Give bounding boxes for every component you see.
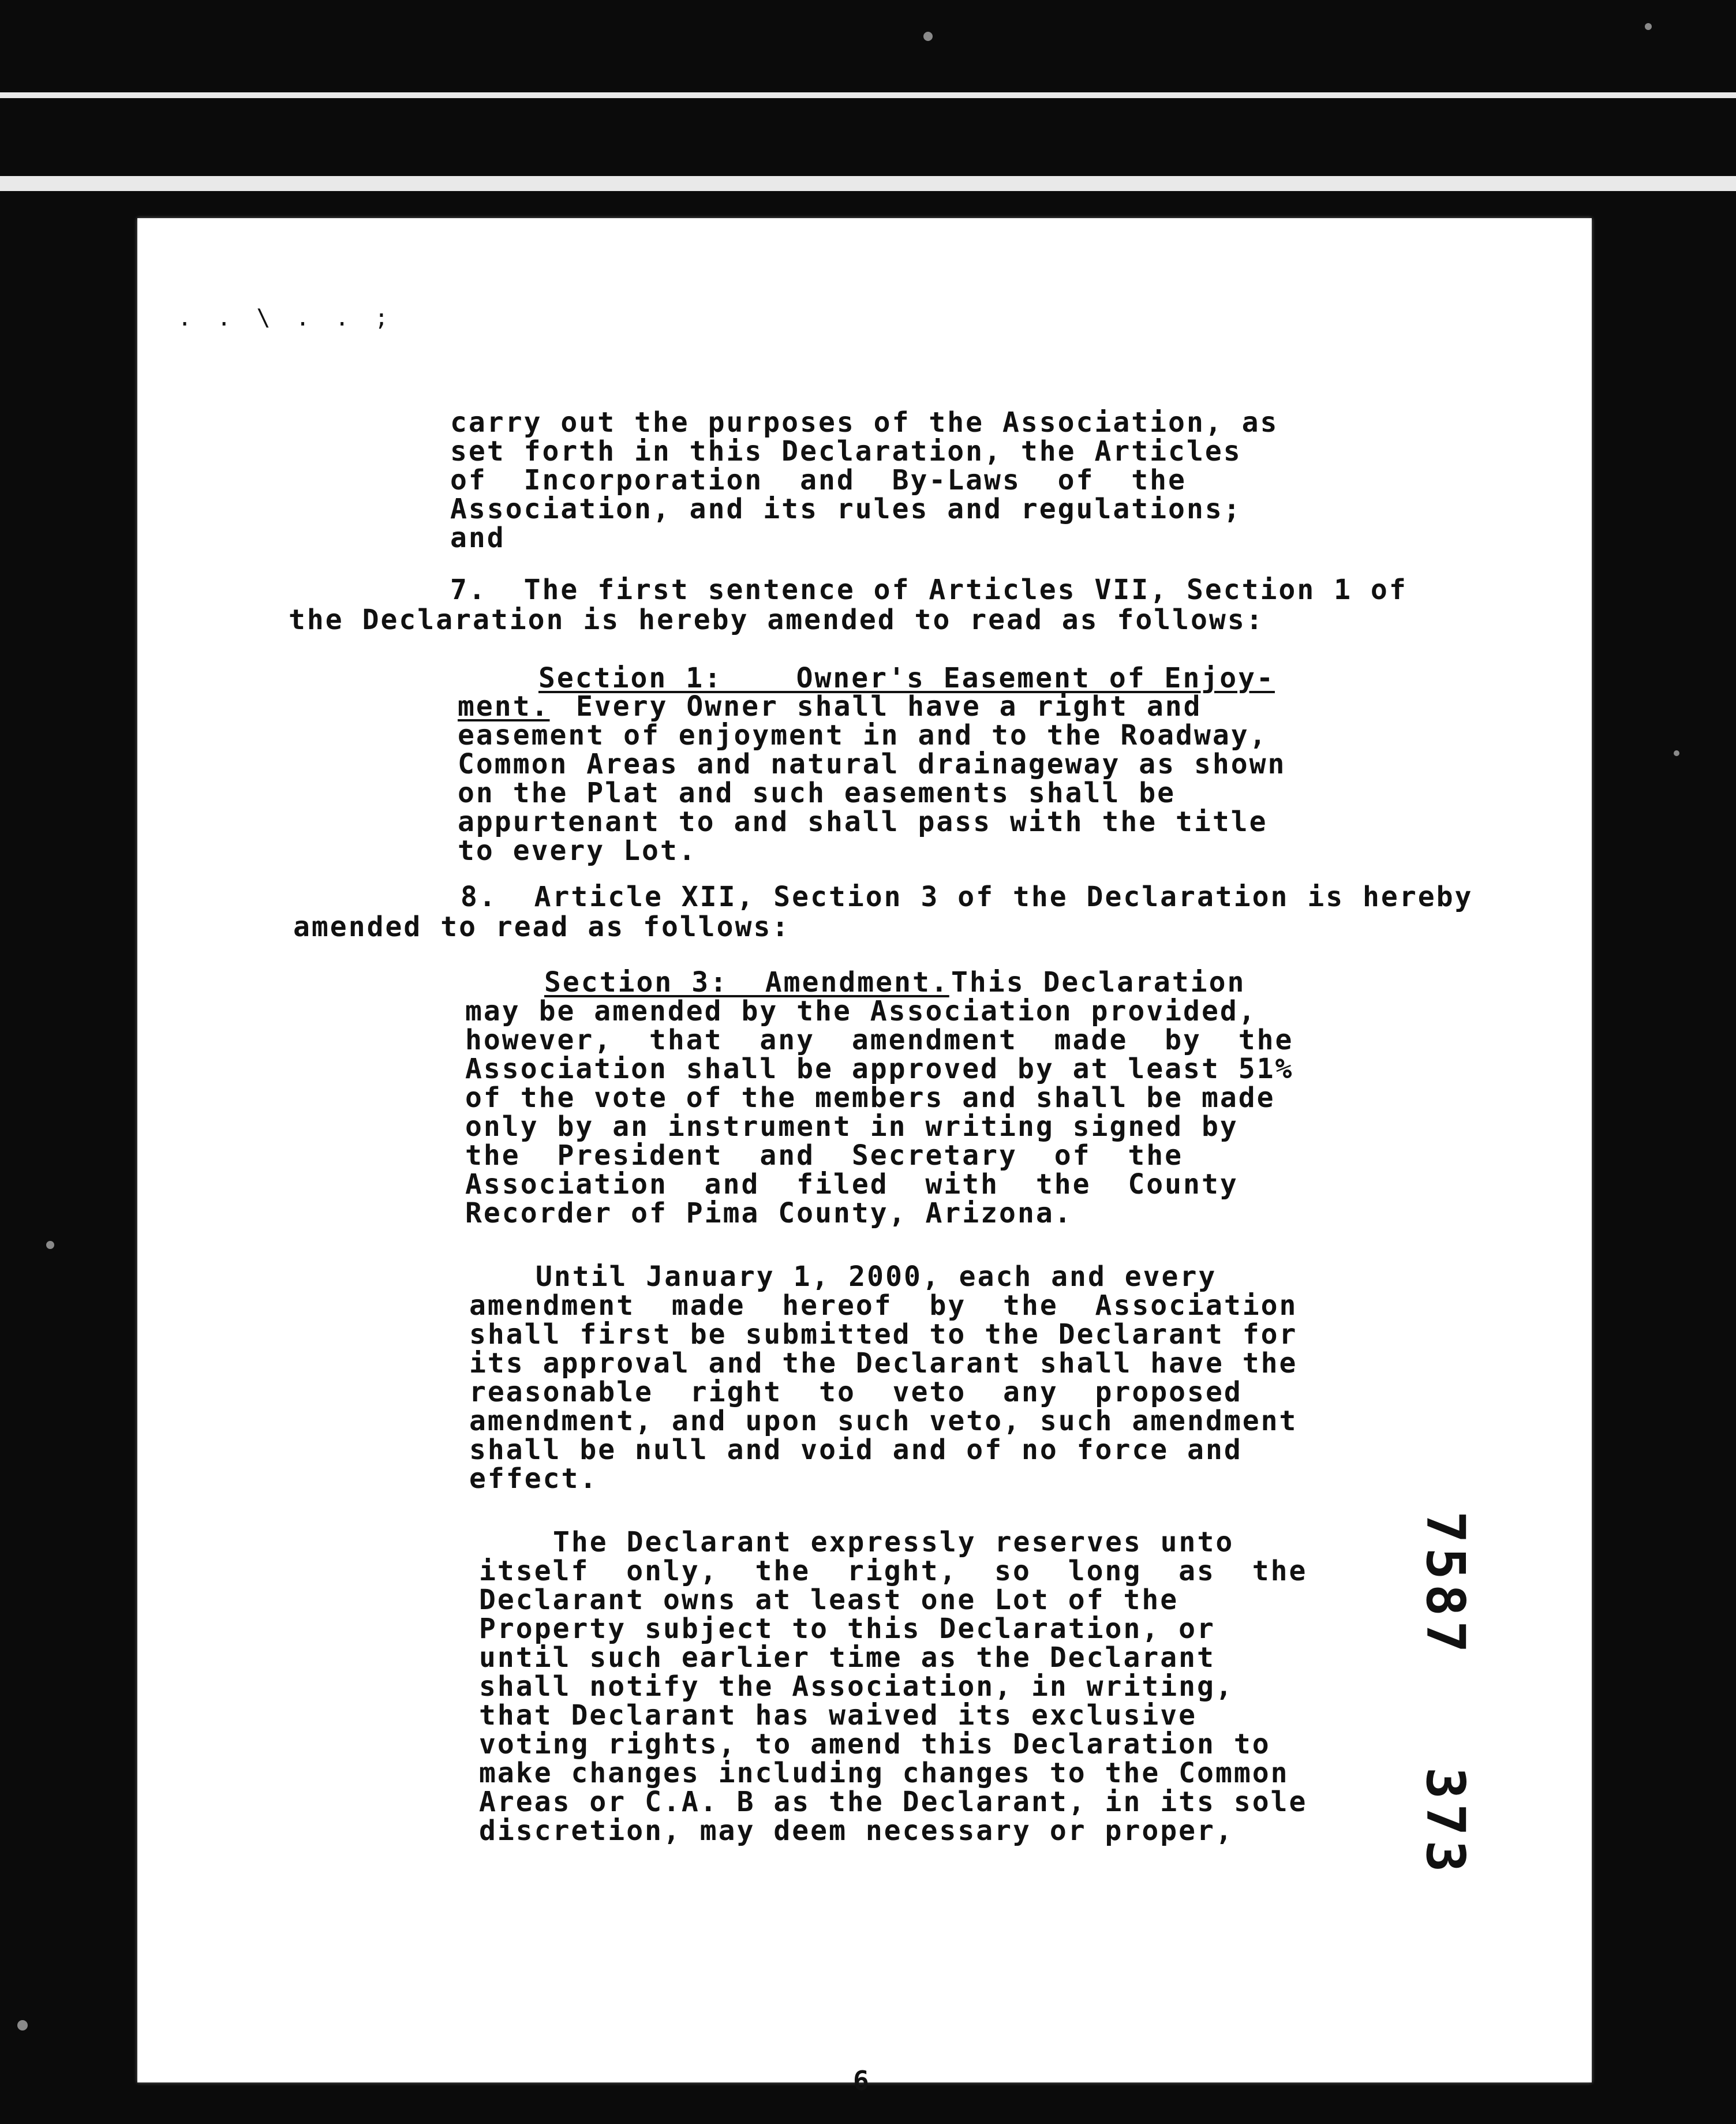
section-1-line: appurtenant to and shall pass with the title (458, 806, 1268, 838)
until-line: shall be null and void and of no force and (469, 1434, 1243, 1466)
scan-speck (923, 32, 933, 41)
top-marks: . . \ . . ; (178, 305, 394, 331)
page-number: 6 (853, 2065, 869, 2096)
item-7-intro: 7. The first sentence of Articles VII, Section 1 of (450, 574, 1408, 606)
paragraph-line: and (450, 522, 506, 554)
section-1-line: on the Plat and such easements shall be (458, 777, 1176, 809)
section-1-line: to every Lot. (458, 835, 697, 867)
scan-band-top (0, 92, 1736, 98)
item-7-intro-cont: the Declaration is hereby amended to read as follows: (289, 604, 1264, 636)
until-line: effect. (469, 1463, 598, 1495)
section-3-line: of the vote of the members and shall be made (465, 1082, 1275, 1114)
section-3-line: however, that any amendment made by the (465, 1024, 1294, 1056)
section-1-heading: Section 1: Owner's Easement of Enjoy- (538, 662, 1275, 694)
item-8-intro: 8. Article XII, Section 3 of the Declaration is hereby (461, 881, 1473, 913)
section-3-heading: Section 3: Amendment. (544, 966, 949, 999)
document-page (137, 218, 1592, 2096)
until-line: amendment made hereof by the Association (469, 1289, 1298, 1322)
section-3-line: only by an instrument in writing signed by (465, 1110, 1239, 1143)
section-3-line: Association and filed with the County (465, 1168, 1239, 1201)
section-1-line: Every Owner shall have a right and (576, 690, 1202, 723)
declarant-line: shall notify the Association, in writing, (479, 1670, 1234, 1703)
section-3-line: may be amended by the Association provided, (465, 995, 1257, 1027)
paragraph-line: Association, and its rules and regulations; (450, 493, 1242, 525)
declarant-line: voting rights, to amend this Declaration to (479, 1728, 1271, 1760)
declarant-line: until such earlier time as the Declarant (479, 1641, 1215, 1674)
until-line: its approval and the Declarant shall have the (469, 1347, 1298, 1379)
paragraph-line: carry out the purposes of the Association, as (450, 406, 1279, 439)
scan-speck (1645, 23, 1652, 30)
declarant-line: Areas or C.A. B as the Declarant, in its sole (479, 1786, 1308, 1818)
declarant-line: discretion, may deem necessary or proper, (479, 1815, 1234, 1847)
declarant-line: itself only, the right, so long as the (479, 1555, 1308, 1587)
until-line: reasonable right to veto any proposed (469, 1376, 1243, 1408)
until-line: shall first be submitted to the Declarant for (469, 1318, 1298, 1351)
section-3-line: Recorder of Pima County, Arizona. (465, 1197, 1073, 1229)
section-1-line: Common Areas and natural drainageway as shown (458, 748, 1286, 780)
scan-speck (17, 2020, 28, 2030)
until-line: amendment, and upon such veto, such amendment (469, 1405, 1298, 1437)
side-stamp: 7587 373 (1415, 1511, 1476, 1877)
item-8-intro-cont: amended to read as follows: (293, 911, 791, 943)
section-1-line: easement of enjoyment in and to the Roadway, (458, 719, 1268, 751)
scan-speck (46, 1241, 54, 1249)
paragraph-line: of Incorporation and By-Laws of the (450, 464, 1187, 496)
section-3-first-line: This Declaration (951, 966, 1246, 999)
declarant-line: that Declarant has waived its exclusive (479, 1699, 1198, 1732)
declarant-line: Declarant owns at least one Lot of the (479, 1584, 1179, 1616)
declarant-line: make changes including changes to the Common (479, 1757, 1289, 1789)
declarant-line: Property subject to this Declaration, or (479, 1613, 1215, 1645)
section-3-line: the President and Secretary of the (465, 1139, 1184, 1172)
paragraph-line: set forth in this Declaration, the Articles (450, 435, 1242, 468)
section-3-line: Association shall be approved by at least 51% (465, 1053, 1294, 1085)
until-line: Until January 1, 2000, each and every (536, 1261, 1217, 1293)
section-1-heading-cont: ment. (458, 690, 550, 723)
declarant-line: The Declarant expressly reserves unto (553, 1526, 1234, 1558)
scan-speck (1674, 750, 1679, 756)
scan-band-mid (0, 176, 1736, 191)
